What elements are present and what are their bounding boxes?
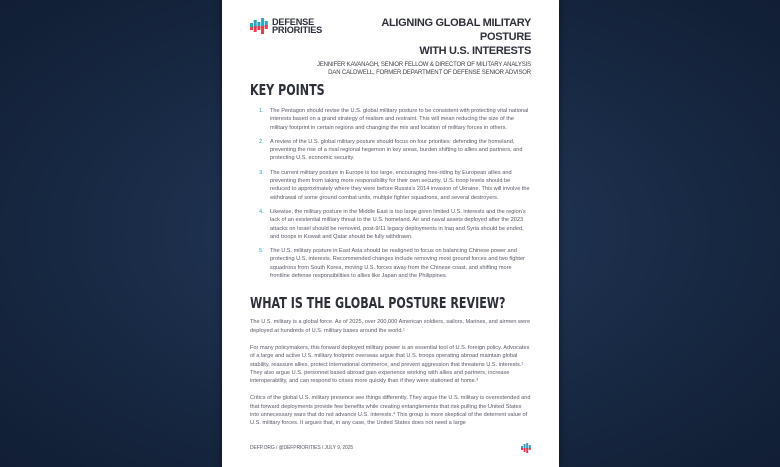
document-page xyxy=(222,0,559,467)
logo-bars-icon xyxy=(250,17,268,35)
title-line: ALIGNING GLOBAL MILITARY POSTURE xyxy=(381,17,531,43)
item-text: The current military posture in Europe is too large, encouraging free-riding by European allies and preventing them from taking more responsibility for their own security. U.S. troop levels should be reduced to approximately where they were before Russia's 2014 invasion of Ukraine. This will involve the withdrawal of some ground combat units, multiple fighter squadrons, and several destroyers. xyxy=(270,169,530,201)
title-line: WITH U.S. INTERESTS xyxy=(419,45,531,57)
item-number: 1. xyxy=(259,108,264,114)
list-item xyxy=(259,107,531,132)
list-item xyxy=(259,138,531,163)
item-number: 5. xyxy=(259,248,264,255)
author-line: JENNIFER KAVANAGH, SENIOR FELLOW & DIRECTOR OF MILITARY ANALYSIS xyxy=(316,62,531,68)
item-number: 3. xyxy=(259,169,264,176)
footer-text: DEFP.ORG / @DEFPRIORITIES / JULY 9, 2025 xyxy=(250,444,354,451)
document-title xyxy=(330,16,531,58)
section-heading: WHAT IS THE GLOBAL POSTURE REVIEW? xyxy=(250,294,506,313)
item-text: Likewise, the military posture in the Middle East is too large given limited U.S. interests and the region's lack of an existential military threat to the U.S. homeland. Air and naval assets deployed after the 2023 attacks on Israel should be removed, post-9/11 legacy deployments in Iraq and Syria should be ended, and troops in Kuwait and Qatar should be fully withdrawn. xyxy=(270,208,526,240)
page-header xyxy=(250,16,531,58)
authors xyxy=(250,61,531,77)
list-item xyxy=(259,208,531,241)
logo-line: PRIORITIES xyxy=(272,25,323,35)
item-text: The Pentagon should revise the U.S. global military posture to be consistent with protecting vital national interests based on a grand strategy of realism and restraint. This will mean reducing the size of the military footprint in certain regions and changing the mix and location of military forces in others. xyxy=(270,108,529,131)
defense-priorities-logo xyxy=(250,17,322,35)
paragraph: Critics of the global U.S. military presence see things differently. They argue the U.S. military is overextended and that forward deployments provide few benefits while creating entanglements that risk pulling the United States into unnecessary wars that do not advance U.S. interests.⁴ This group is more skeptical of the deterrent value of U.S. military forces. It argues that, in any case, the United States does not need a large xyxy=(250,395,531,427)
key-points-list xyxy=(259,107,531,286)
list-item xyxy=(259,169,531,202)
page-footer xyxy=(250,437,531,453)
item-number: 2. xyxy=(259,138,264,145)
logo-line: DEFENSE xyxy=(272,16,314,27)
key-points-heading: KEY POINTS xyxy=(250,81,325,99)
footer-logo-icon xyxy=(521,443,531,453)
author-line: DAN CALDWELL, FORMER DEPARTMENT OF DEFENSE SENIOR ADVISOR xyxy=(328,70,531,76)
list-item xyxy=(259,247,531,280)
section-body xyxy=(250,318,532,436)
item-text: A review of the U.S. global military posture should focus on four priorities: defending the homeland, preventing the rise of a rival regional hegemon in key areas, burden shifting to allies and partners, and protecting U.S. economic security. xyxy=(270,138,523,162)
item-text: The U.S. military posture in East Asia should be realigned to focus on balancing Chinese power and protecting U.S. interests. Recommended changes include removing most ground forces and two fighter squadrons from South Korea, moving U.S. forces away from the Chinese coast, and shifting more frontline defense responsibilities to allies like Japan and the Philippines. xyxy=(270,248,525,280)
paragraph: The U.S. military is a global force. As of 2025, over 200,000 American soldiers, sailors, Marines, and airmen were deployed at hundreds of U.S. military bases around the world.¹ xyxy=(250,319,531,334)
item-number: 4. xyxy=(259,208,264,215)
paragraph: For many policymakers, this forward deployed military power is an essential tool of U.S. foreign policy. Advocates of a large and active U.S. military footprint overseas argue that U.S. troops operating abroad maintain global stability, reassure allies, protect international commerce, and prevent aggression that threatens U.S. interests.² They also argue U.S. personnel based abroad gain experience working with allies and partners, increase interoperability, and can respond to crises more quickly than if they were stationed at home.³ xyxy=(250,344,530,385)
